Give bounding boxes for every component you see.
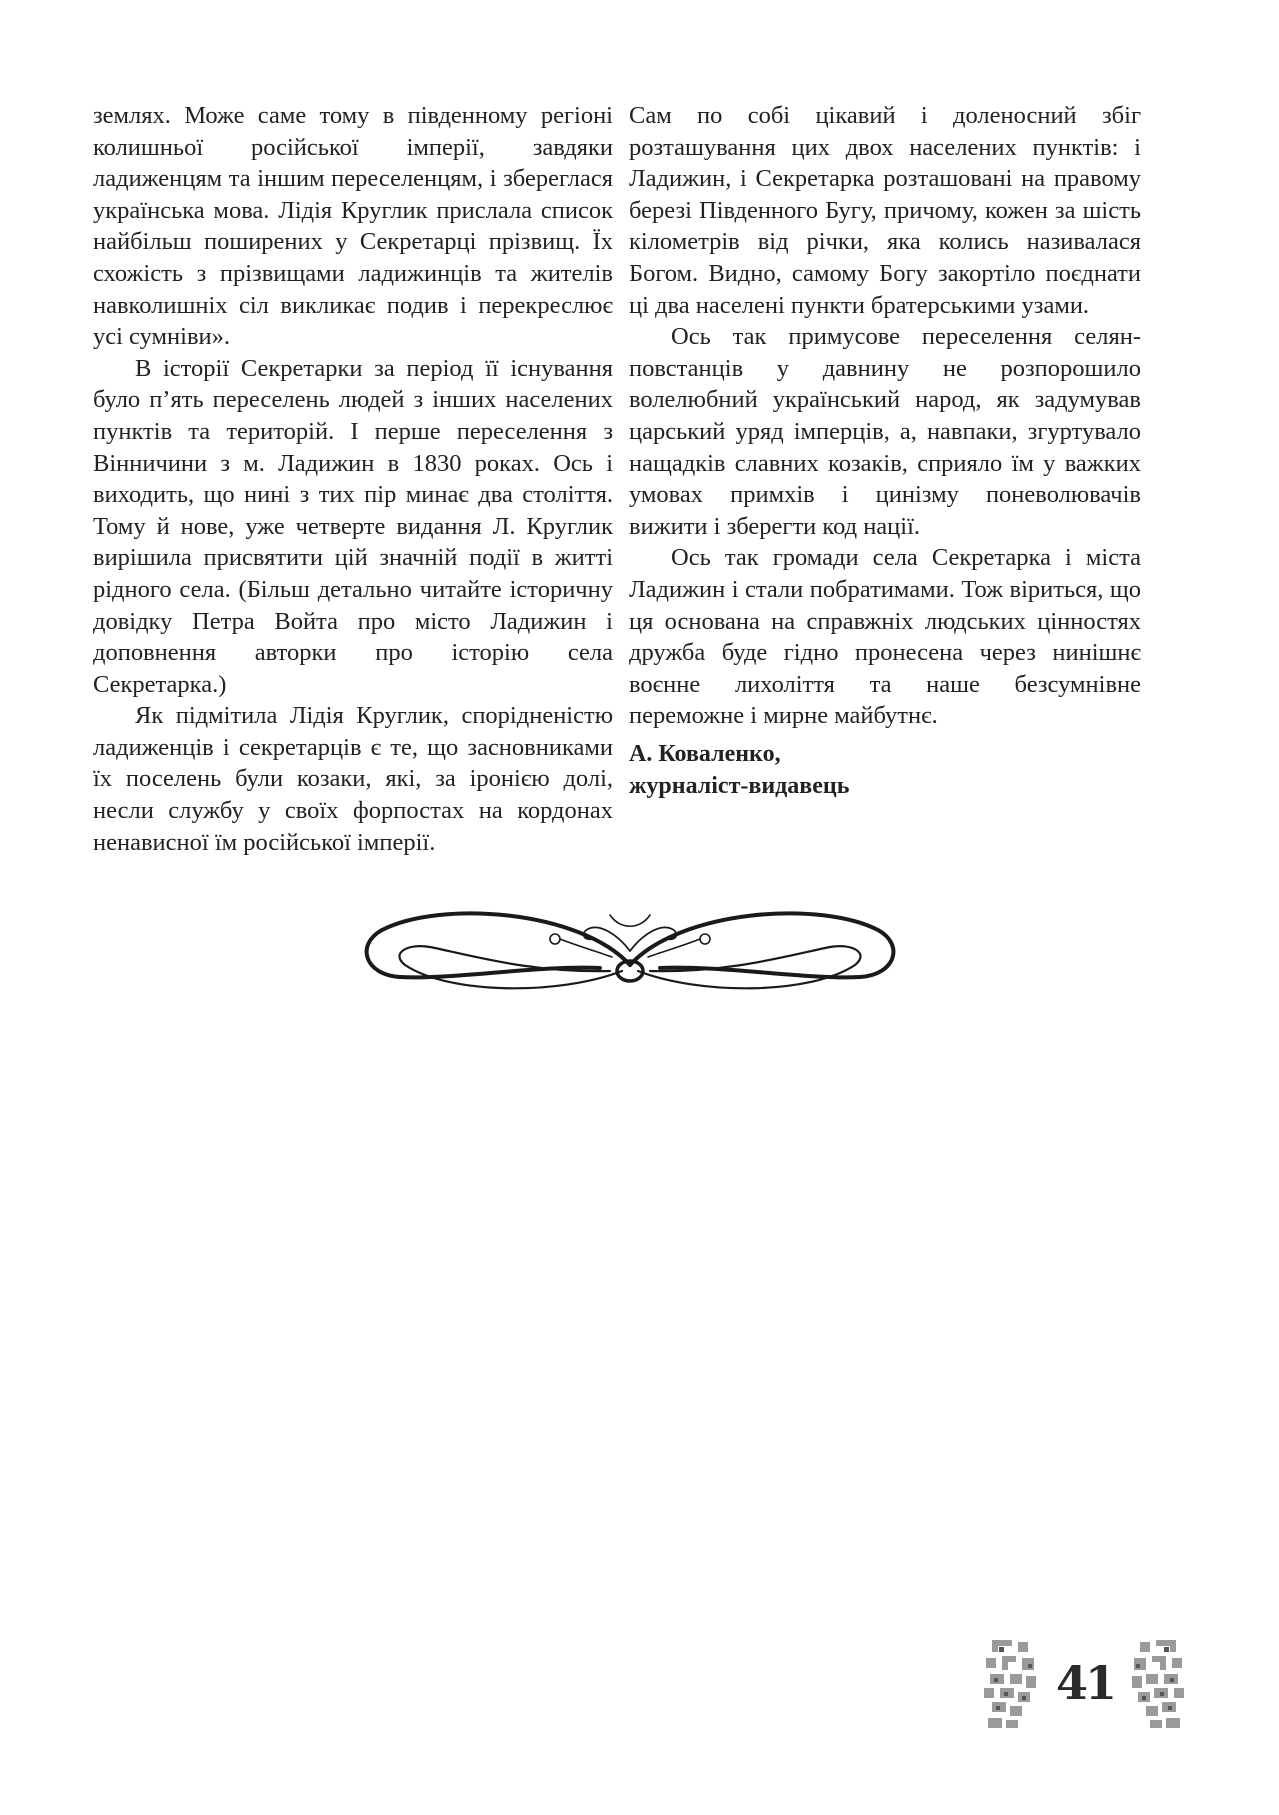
right-paragraph-1: Сам по собі цікавий і доленосний збіг розташування цих двох населених пунктів: і Ладижин, і Секретарка розташовані на правому березі Південного Бугу, причому, кожен за шість кілометрів від річки, яка колись називалася Богом. Видно, самому Богу закортіло поєднати ці два населені пункти братерськими узами. (629, 102, 1141, 319)
page-footer (980, 1638, 1190, 1738)
embroidery-pattern-icon (1128, 1638, 1186, 1730)
author-name: А. Коваленко, (629, 740, 781, 767)
right-paragraph-2: Ось так примусове переселення селян-повстанців у давнину не розпорошило волелюбний український народ, як задумував царський уряд імперців, а, навпаки, згуртувало нащадків славних козаків, сприяло їм у важких умовах примхів і цинізму поневолювачів вижити і зберегти код нації. (629, 323, 1141, 540)
page-number: 41 (1055, 1656, 1114, 1710)
left-paragraph-2: В історії Секретарки за період її існування було п’ять переселень людей з інших населених пунктів та територій. І перше переселення з Вінничини з м. Ладижин в 1830 роках. Ось і виходить, що нині з тих пір минає два століття. Тому й нове, уже четверте видання Л. Круглик вирішила присвятити цій значній події в житті рідного села. (Більш детально читайте історичну довідку Петра Войта про місто Ладижин і доповнення авторки про історію села Секретарка.) (93, 354, 613, 698)
author-role: журналіст-видавець (629, 772, 850, 799)
left-column (93, 100, 613, 858)
embroidery-pattern-icon (982, 1638, 1040, 1730)
flourish-divider-icon (360, 905, 900, 1000)
left-paragraph-1: землях. Може саме тому в південному регіоні колишньої російської імперії, завдяки ладиженцям та іншим переселенцям, і збереглася українська мова. Лідія Круглик прислала список найбільш поширених у Секретарці прізвищ. Їх схожість з прізвищами ладижинців та жителів навколишніх сіл викликає подив і перекреслює усі сумніви». (93, 102, 613, 351)
left-paragraph-3: Як підмітила Лідія Круглик, спорідненістю ладиженців і секретарців є те, що засновниками їх поселень були козаки, які, за іронією долі, несли службу у своїх форпостах на кордонах ненависної їм російської імперії. (93, 702, 613, 856)
right-paragraph-3: Ось так громади села Секретарка і міста Ладижин і стали побратимами. Тож віриться, що ця основана на справжніх людських цінностях дружба буде гідно пронесена через нинішнє воєнне лихоліття та наше безсумнівне переможне і мирне майбутнє. (629, 544, 1141, 730)
author-signature (629, 738, 1141, 802)
right-column (629, 100, 1141, 802)
